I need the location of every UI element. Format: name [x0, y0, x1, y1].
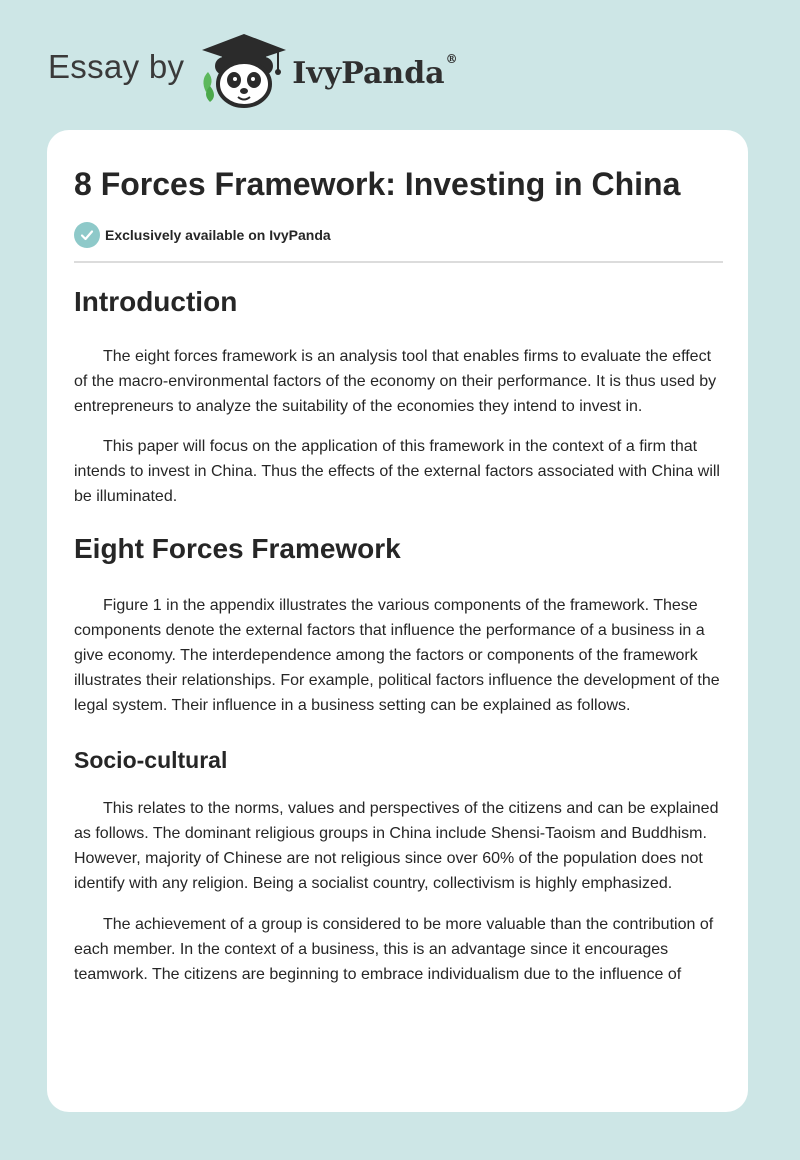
brand-header[interactable]	[48, 30, 458, 110]
article-body	[74, 280, 723, 987]
divider	[74, 261, 723, 263]
brand-prefix: Essay by	[48, 48, 185, 85]
exclusive-badge	[74, 222, 331, 248]
section-heading-introduction: Introduction	[74, 286, 238, 317]
check-icon	[74, 222, 100, 248]
paragraph: This paper will focus on the application of this framework in the context of a firm that intends to invest in China. Thus the effects of the external factors associated with China will be illuminated.	[74, 438, 720, 505]
paragraph: The achievement of a group is considered to be more valuable than the contribution of each member. In the context of a business, this is an advantage since it encourages teamwork. The citizens are beginning to embrace individualism due to the influence of	[74, 916, 714, 983]
brand-name: IvyPanda®	[292, 51, 458, 91]
paragraph: The eight forces framework is an analysis tool that enables firms to evaluate the effect of the macro-environmental factors of the economy on their performance. It is thus used by entrepreneurs to analyze the suitability of the economies they intend to invest in.	[74, 348, 717, 415]
essay-card	[47, 130, 748, 1112]
panda-logo-icon	[198, 30, 290, 110]
section-heading-eight-forces: Eight Forces Framework	[74, 533, 401, 564]
badge-label: Exclusively available on IvyPanda	[105, 227, 331, 243]
paragraph: Figure 1 in the appendix illustrates the various components of the framework. These components denote the external factors that influence the performance of a business in a give economy. The interdependence among the factors or components of the framework illustrates their relationships. For example, political factors influence the development of the legal system. Their influence in a business setting can be explained as follows.	[74, 597, 720, 714]
paragraph: This relates to the norms, values and perspectives of the citizens and can be explained as follows. The dominant religious groups in China include Shensi-Taoism and Buddhism. However, majority of Chinese are not religious since over 60% of the population does not identify with any religion. Being a socialist country, collectivism is highly emphasized.	[74, 800, 719, 892]
section-heading-socio-cultural: Socio-cultural	[74, 747, 228, 773]
page-title: 8 Forces Framework: Investing in China	[74, 166, 681, 202]
